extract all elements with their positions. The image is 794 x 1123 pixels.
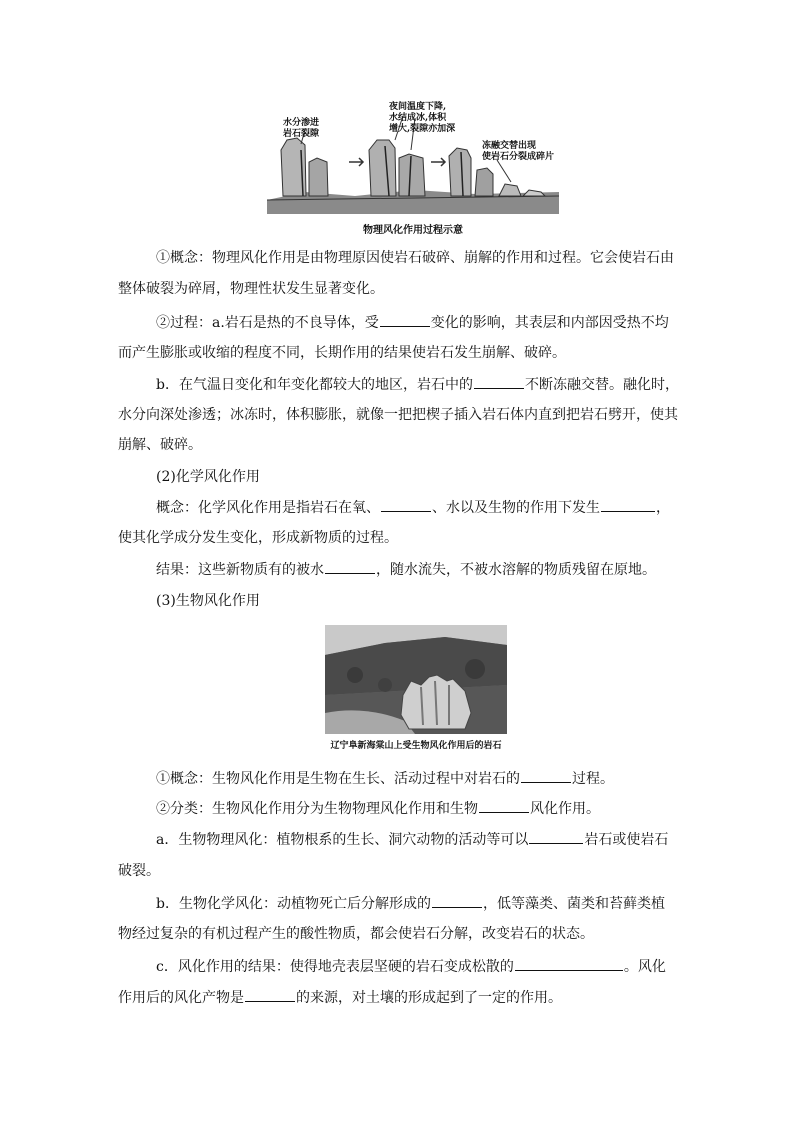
para-weathering-result: c．风化作用的结果：使得地壳表层坚硬的岩石变成松散的 。风化 xyxy=(118,952,680,982)
blank-5[interactable] xyxy=(325,559,375,574)
blank-11[interactable] xyxy=(245,987,295,1002)
para-process-b-line2: 水分向深处渗透；冰冻时，体积膨胀，就像一把把楔子插入岩石体内直到把岩石劈开，使其 xyxy=(118,407,678,423)
para-bio-physical: a．生物物理风化：植物根系的生长、洞穴动物的活动等可以 岩石或使岩石 xyxy=(118,825,680,855)
para-process-b-line3: 崩解、破碎。 xyxy=(118,437,202,453)
blank-6[interactable] xyxy=(521,768,571,783)
figure1-caption: 物理风化作用过程示意 xyxy=(363,225,463,236)
figure2-caption: 辽宁阜新海棠山上受生物风化作用后的岩石 xyxy=(330,741,502,751)
para-process-a: ②过程：a.岩石是热的不良导体，受 变化的影响，其表层和内部因受热不均 xyxy=(118,308,680,338)
para-bio-chemical-line2: 物经过复杂的有机过程产生的酸性物质，都会使岩石分解，改变岩石的状态。 xyxy=(118,926,594,942)
para-physical-concept-line1: ①概念：物理风化作用是由物理原因使岩石破碎、崩解的作用和过程。它会使岩石由 xyxy=(156,250,674,266)
para-process-b: b．在气温日变化和年变化都较大的地区，岩石中的 不断冻融交替。融化时， xyxy=(118,370,680,400)
para-weathering-result-line2: 作用后的风化产物是 的来源，对土壤的形成起到了一定的作用。 xyxy=(118,983,680,1013)
heading-chemical: (2)化学风化作用 xyxy=(156,469,260,485)
rock-photo xyxy=(325,625,507,734)
label-water-seeps: 水分渗进 岩石裂隙 xyxy=(283,118,320,139)
blank-3[interactable] xyxy=(381,497,431,512)
heading-biological: (3)生物风化作用 xyxy=(156,593,260,609)
blank-8[interactable] xyxy=(529,829,583,844)
para-bio-concept: ①概念：生物风化作用是生物在生长、活动过程中对岩石的 过程。 xyxy=(118,764,680,794)
para-bio-chemical: b．生物化学风化：动植物死亡后分解形成的 ，低等藻类、菌类和苔藓类植 xyxy=(118,889,680,919)
blank-4[interactable] xyxy=(601,497,655,512)
blank-10[interactable] xyxy=(515,956,623,971)
para-chemical-result: 结果：这些新物质有的被水 ，随水流失，不被水溶解的物质残留在原地。 xyxy=(118,555,680,585)
para-process-a-line2: 而产生膨胀或收缩的程度不同，长期作用的结果使岩石发生崩解、破碎。 xyxy=(118,345,566,361)
para-bio-physical-line2: 破裂。 xyxy=(118,863,160,879)
label-freeze-thaw: 冻融交替出现 使岩石分裂成碎片 xyxy=(482,141,555,162)
para-chemical-concept-line2: 使其化学成分发生变化，形成新物质的过程。 xyxy=(118,530,398,546)
blank-2[interactable] xyxy=(474,374,524,389)
para-bio-classification: ②分类：生物风化作用分为生物物理风化作用和生物 风化作用。 xyxy=(118,794,680,824)
label-night-freeze: 夜间温度下降, 水结成冰,体积 增大,裂隙亦加深 xyxy=(389,102,456,134)
blank-1[interactable] xyxy=(380,312,430,327)
blank-9[interactable] xyxy=(432,893,482,908)
blank-7[interactable] xyxy=(479,798,529,813)
para-chemical-concept: 概念：化学风化作用是指岩石在氧、 、水以及生物的作用下发生 ， xyxy=(118,493,680,523)
para-physical-concept-line2: 整体破裂为碎屑，物理性状发生显著变化。 xyxy=(118,281,384,297)
